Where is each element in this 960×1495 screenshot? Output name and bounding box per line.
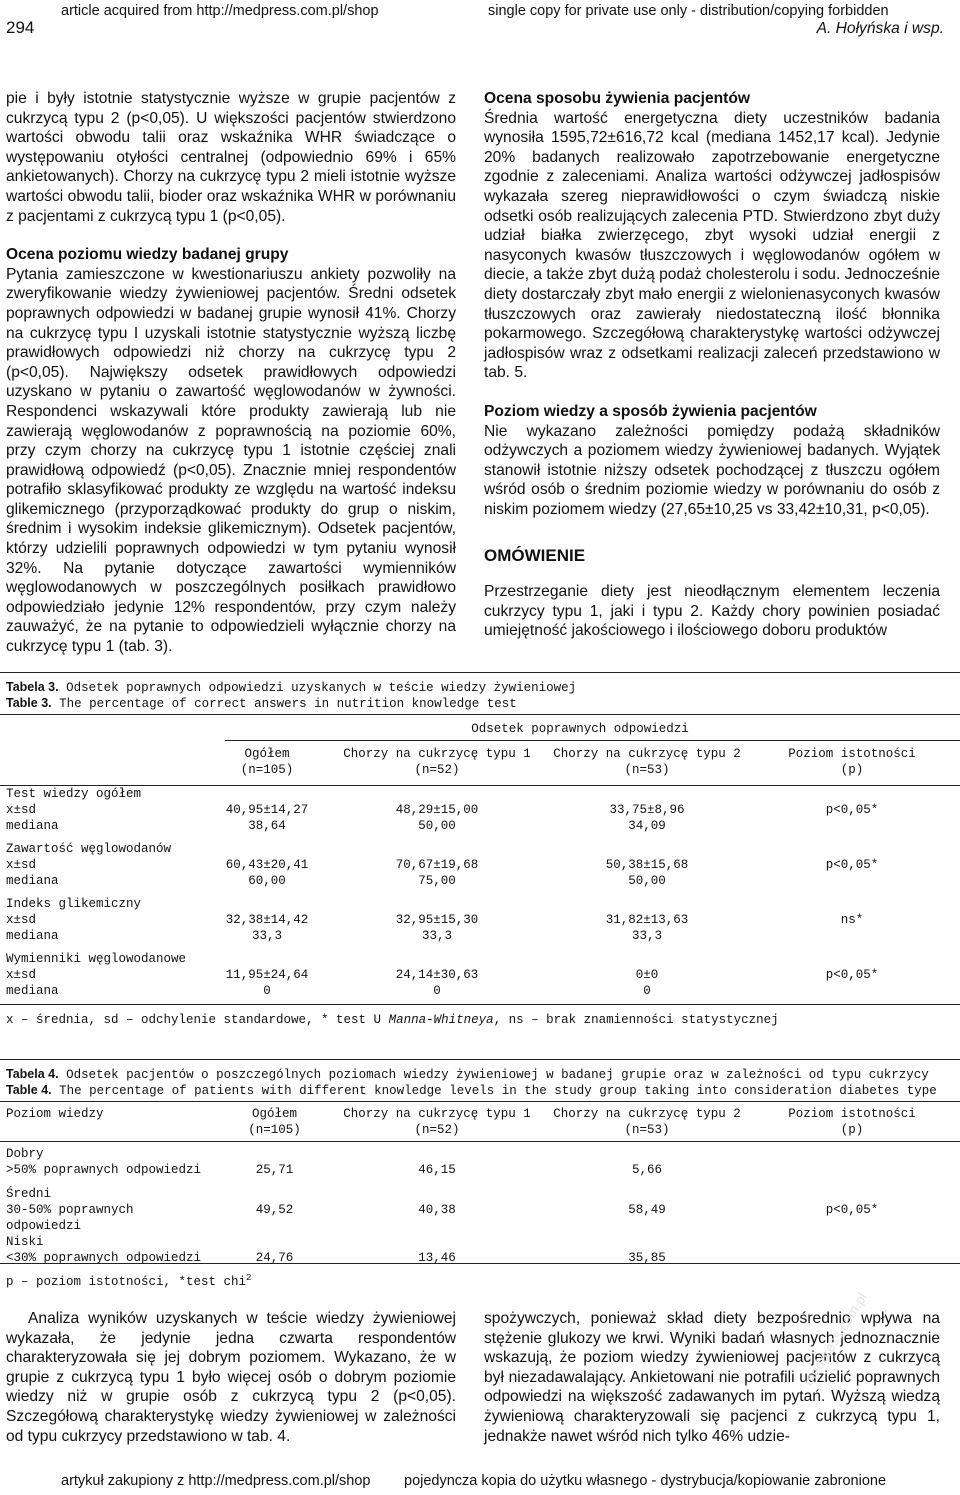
table3-group-rule bbox=[225, 740, 960, 741]
bottom-right-para: spożywczych, ponieważ skład diety bezpośrednio wpływa na stężenie glukozy we krwi. Wyniki badań własnych jednoznacznie wskazują, że poziom wiedzy żywieniowej pacjentów z cukrzycą był niezadawalający. Ankietowani nie potrafili udzielić poprawnych odpowiedzi na większość zadawanych im pytań. Wyższą wiedzą żywieniową charakteryzowali się pacjenci z cukrzycą typu 1, jednakże nawet wśród nich tylko 46% udzie- bbox=[484, 1310, 940, 1445]
header-authors: A. Hołyńska i wsp. bbox=[816, 20, 944, 37]
footer-right: pojedyncza kopia do użytku własnego - dystrybucja/kopiowanie zabronione bbox=[404, 1473, 887, 1489]
table3-col-typ1: Chorzy na cukrzycę typu 1 (n=52) bbox=[343, 747, 531, 777]
heading-knowledge-vs-diet: Poziom wiedzy a sposób żywienia pacjentów bbox=[484, 402, 817, 420]
table3-group-header: Odsetek poprawnych odpowiedzi bbox=[471, 722, 689, 736]
bottom-left-para: Analiza wyników uzyskanych w teście wiedzy żywieniowej wykazała, że jedynie jedna czwarta respondentów charakteryzowała się jej dobrym poziomem. Wykazano, że w grupie z cukrzycą typu 1 było więcej osób o dobrym poziomie wiedzy niż w grupie osób z cukrzycą typu 2 (p<0,05). Szczegółową charakterystykę wiedzy żywieniowej w zależności od typu cukrzycy przedstawiono w tab. 4. bbox=[6, 1310, 456, 1445]
left-para-2: Pytania zamieszczone w kwestionariuszu ankiety pozwoliły na zweryfikowanie wiedzy żywieniowej pacjentów. Średni odsetek poprawnych odpowiedzi w badanej grupie wynosił 41%. Chorzy na cukrzycę typu I uzyskali istotnie statystycznie wyższą liczbę prawidłowych odpowiedzi niż chorzy na cukrzycę typu 2 (p<0,05). Największy odsetek prawidłowych odpowiedzi uzyskano w pytaniu o zawartość węglowodanów w żywności. Respondenci wskazywali które produkty zawierają lub nie zawierają węglowodanów z poprawnością na poziomie 60%, przy czym chorzy na cukrzycę typu 1 istotnie częściej znali prawidłową odpowiedź (p<0,05). Znacznie mniej respondentów potrafiło sklasyfikować produkty ze względu na wartość indeksu glikemicznego (przyporządkować produkty do grup o niskim, średnim i wysokim indeksie glikemicznym). Odsetek pacjentów, którzy udzielili poprawnych odpowiedzi w tym pytaniu wynosił 32%. Na pytanie dotyczące zawartości wymienników węglowodanowych w poszczególnych posiłkach prawidłowo odpowiedziało jedynie 12% respondentów, przy czym należy zauważyć, że na pytanie to odpowiedzieli wyłącznie chorzy na cukrzycę typu 1 (tab. 3). bbox=[6, 265, 456, 656]
table4-bottom-rule bbox=[0, 1263, 960, 1264]
table-row: Niski <30% poprawnych odpowiedzi 24,76 13,46 35,85 bbox=[6, 1235, 666, 1265]
table-row: Średni 30-50% poprawnych odpowiedzi 49,52 40,38 58,49 p<0,05* bbox=[6, 1187, 879, 1233]
table4 bbox=[2, 1106, 952, 1274]
right-para-1: Średnia wartość energetyczna diety uczestników badania wynosiła 1595,72±616,72 kcal (mediana 1452,17 kcal). Jedynie 20% badanych realizowało zapotrzebowanie energetyczne zgodnie z zaleceniami. Analiza wartości odżywczej jadłospisów wykazała szereg nieprawidłowości o czym świadczą niskie odsetki osób realizujących zalecenia PTD. Stwierdzono zbyt duży udział białka zwierzęcego, zbyt wysoki udział energii z nasyconych kwasów tłuszczowych i węglowodanów ogółem w diecie, a także zbyt dużą podaż cholesterolu i sodu. Jednocześnie diety dostarczały zbyt mało energii z wielonienasyconych kwasów tłuszczowych oraz zawierały niedostateczną ilość błonnika pokarmowego. Szczegółową charakterystykę wartości odżywczej jadłospisów wraz z odsetkami realizacji zaleceń przedstawiono w tab. 5. bbox=[484, 109, 940, 382]
header-right-notice: single copy for private use only - distribution/copying forbidden bbox=[488, 3, 889, 19]
table-row: Indeks glikemiczny x±sd mediana 32,38±14,42 33,3 32,95±15,30 33,3 31,82±13,63 33,3 ns* bbox=[6, 897, 864, 943]
table3-bottom-rule bbox=[0, 1004, 960, 1005]
table4-caption-pl: Tabela 4. Odsetek pacjentów o poszczególnych poziomach wiedzy żywieniowej w badanej grupie oraz w zależności od typu cukrzycy bbox=[6, 1067, 929, 1082]
right-para-2: Nie wykazano zależności pomiędzy podażą składników odżywczych a poziomem wiedzy żywieniowej badanych. Wyjątek stanowił istotnie niższy odsetek pochodzącej z tłuszczu ogółem wśród osób o średnim poziomie wiedzy w porównaniu do osób z niskim poziomem wiedzy (27,65±10,25 vs 33,42±10,31, p<0,05). bbox=[484, 422, 940, 518]
table3-caption-en: Table 3. The percentage of correct answers in nutrition knowledge test bbox=[6, 696, 517, 711]
left-column bbox=[6, 89, 456, 657]
table3 bbox=[2, 746, 952, 1006]
table4-caption-rule bbox=[0, 1101, 960, 1102]
heading-diet-assessment: Ocena sposobu żywienia pacjentów bbox=[484, 90, 751, 107]
table4-footnote: p – poziom istotności, *test chi$^2$ bbox=[6, 1273, 252, 1290]
table-row: Zawartość węglowodanów x±sd mediana 60,43±20,41 60,00 70,67±19,68 75,00 50,38±15,68 50,00 p<0,05* bbox=[6, 842, 879, 888]
footer-left: artykuł zakupiony z http://medpress.com.pl/shop bbox=[61, 1473, 371, 1489]
table3-col-typ2: Chorzy na cukrzycę typu 2 (n=53) bbox=[553, 747, 741, 777]
table-row: Test wiedzy ogółem x±sd mediana 40,95±14,27 38,64 48,29±15,00 50,00 33,75±8,96 34,09 p<0,05* bbox=[6, 787, 879, 833]
table3-col-ogolem: Ogółem (n=105) bbox=[240, 747, 294, 777]
table4-col-typ1: Chorzy na cukrzycę typu 1 (n=52) bbox=[343, 1107, 531, 1137]
table3-top-rule bbox=[0, 672, 960, 673]
table4-header-row bbox=[2, 1106, 952, 1146]
table-row: Wymienniki węglowodanowe x±sd mediana 11,95±24,64 0 24,14±30,63 0 0±0 0 p<0,05* bbox=[6, 952, 879, 998]
table3-caption-pl: Tabela 3. Odsetek poprawnych odpowiedzi uzyskanych w teście wiedzy żywieniowej bbox=[6, 680, 577, 695]
right-para-3: Przestrzeganie diety jest nieodłącznym elementem leczenia cukrzycy typu 1, jaki i typu 2. Każdy chory powinien posiadać umiejętność jakościowego i ilościowego doboru produktów bbox=[484, 583, 940, 640]
left-para-1: pie i były istotnie statystycznie wyższe w grupie pacjentów z cukrzycą typu 2 (p<0,05). U większości pacjentów stwierdzono wartości obwodu talii oraz wskaźnika WHR świadczące o występowaniu otyłości centralnej (odpowiednio 69% i 65% ankietowanych). Chorzy na cukrzycę typu 2 mieli istotnie wyższe wartości obwodu talii, bioder oraz wskaźnika WHR w porównaniu z pacjentami z cukrzycą typu 1 (p<0,05). bbox=[6, 90, 456, 225]
table3-header-row bbox=[2, 746, 952, 786]
heading-omowienie: OMÓWIENIE bbox=[484, 546, 586, 566]
heading-knowledge-level: Ocena poziomu wiedzy badanej grupy bbox=[6, 246, 289, 264]
table-row: Dobry >50% poprawnych odpowiedzi 25,71 46,15 5,66 bbox=[6, 1147, 662, 1177]
table3-footnote: x – średnia, sd – odchylenie standardowe, * test U Manna-Whitneya, ns – brak znamienności statystycznej bbox=[6, 1013, 779, 1027]
table4-caption-en: Table 4. The percentage of patients with different knowledge levels in the study group taking into consideration diabetes type bbox=[6, 1083, 937, 1098]
table4-top-rule bbox=[0, 1059, 960, 1060]
page-number: 294 bbox=[6, 18, 35, 37]
table4-col-p: Poziom istotności (p) bbox=[788, 1107, 916, 1137]
header-left-notice: article acquired from http://medpress.com.pl/shop bbox=[61, 3, 379, 19]
table3-col-p: Poziom istotności (p) bbox=[788, 747, 916, 777]
table4-col-typ2: Chorzy na cukrzycę typu 2 (n=53) bbox=[553, 1107, 741, 1137]
watermark: medpress.com.pl bbox=[800, 1289, 871, 1389]
table4-col-ogolem: Ogółem (n=105) bbox=[248, 1107, 301, 1137]
table4-col-poziom: Poziom wiedzy bbox=[6, 1107, 104, 1121]
table3-caption-rule bbox=[0, 714, 960, 715]
right-column bbox=[484, 89, 940, 641]
